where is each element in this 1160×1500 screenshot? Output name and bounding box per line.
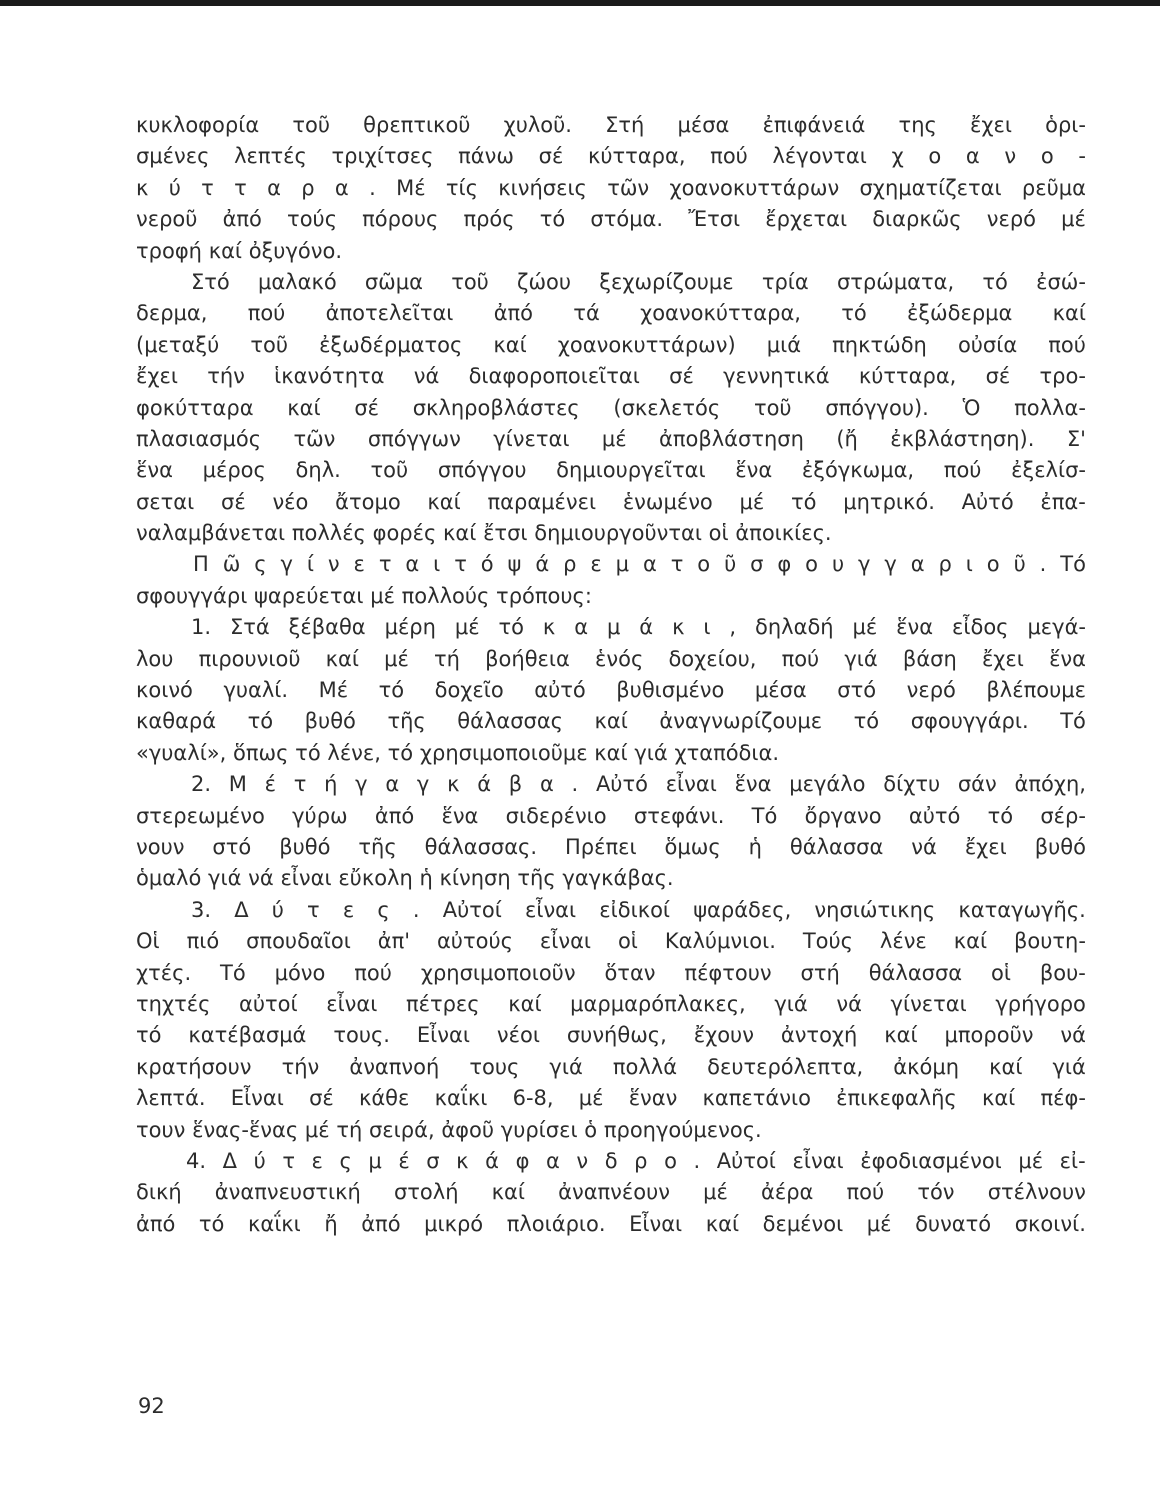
text-line: νουν στό βυθό τῆς θάλασσας. Πρέπει ὅμως ἡ θάλασσα νά ἔχει βυθό	[136, 834, 1086, 859]
text-line: ἔχει τήν ἱκανότητα νά διαφοροποιεῖται σέ γεννητικά κύτταρα, σέ τρο-	[136, 364, 1086, 389]
page-body-text	[136, 110, 1086, 1240]
text-line: Π ῶ ς γ ί ν ε τ α ι τ ό ψ ά ρ ε μ α τ ο ῦ σ φ ο υ γ γ α ρ ι ο ῦ . Τό	[193, 552, 1086, 577]
text-line: ἀπό τό καΐκι ἤ ἀπό μικρό πλοιάριο. Εἶναι καί δεμένοι μέ δυνατό σκοινί.	[136, 1211, 1086, 1236]
text-line: 1. Στά ξέβαθα μέρη μέ τό κ α μ ά κ ι , δηλαδή μέ ἕνα εἶδος μεγά-	[191, 615, 1086, 640]
text-line: ἕνα μέρος δηλ. τοῦ σπόγγου δημιουργεῖται ἕνα ἐξόγκωμα, πού ἐξελίσ-	[136, 458, 1086, 483]
text-line: Στό μαλακό σῶμα τοῦ ζώου ξεχωρίζουμε τρία στρώματα, τό ἐσώ-	[191, 269, 1086, 294]
text-line: καθαρά τό βυθό τῆς θάλασσας καί ἀναγνωρίζουμε τό σφουγγάρι. Τό	[136, 709, 1086, 734]
text-line: κυκλοφορία τοῦ θρεπτικοῦ χυλοῦ. Στή μέσα ἐπιφάνειά της ἔχει ὁρι-	[136, 113, 1086, 137]
text-line: νεροῦ ἀπό τούς πόρους πρός τό στόμα. Ἔτσι ἔρχεται διαρκῶς νερό μέ	[136, 207, 1086, 232]
text-line: λου πιρουνιοῦ καί μέ τή βοήθεια ἑνός δοχείου, πού γιά βάση ἔχει ἕνα	[136, 646, 1086, 671]
text-line: «γυαλί», ὅπως τό λένε, τό χρησιμοποιοῦμε καί γιά χταπόδια.	[136, 740, 780, 765]
text-line: χτές. Τό μόνο πού χρησιμοποιοῦν ὅταν πέφτουν στή θάλασσα οἱ βου-	[136, 960, 1086, 985]
top-scan-border	[0, 0, 1160, 6]
text-line: κρατήσουν τήν ἀναπνοή τους γιά πολλά δευτερόλεπτα, ἀκόμη καί γιά	[136, 1054, 1086, 1079]
text-line: σεται σέ νέο ἄτομο καί παραμένει ἑνωμένο μέ τό μητρικό. Αὐτό ἐπα-	[136, 489, 1086, 514]
text-line: 2. Μ έ τ ή γ α γ κ ά β α . Αὐτό εἶναι ἕνα μεγάλο δίχτυ σάν ἀπόχη,	[191, 772, 1086, 797]
page-number: 92	[138, 1394, 165, 1418]
text-line: ὁμαλό γιά νά εἶναι εὔκολη ἡ κίνηση τῆς γαγκάβας.	[136, 866, 674, 891]
text-line: δική ἀναπνευστική στολή καί ἀναπνέουν μέ ἀέρα πού τόν στέλνουν	[136, 1180, 1086, 1205]
text-line: 3. Δ ύ τ ε ς . Αὐτοί εἶναι εἰδικοί ψαράδες, νησιώτικης καταγωγῆς.	[191, 897, 1086, 922]
text-line: τηχτές αὐτοί εἶναι πέτρες καί μαρμαρόπλακες, γιά νά γίνεται γρήγορο	[136, 991, 1086, 1016]
text-line: (μεταξύ τοῦ ἐξωδέρματος καί χοανοκυττάρων) μιά πηκτώδη οὐσία πού	[136, 332, 1086, 357]
text-line: τό κατέβασμά τους. Εἶναι νέοι συνήθως, ἔχουν ἀντοχή καί μποροῦν νά	[136, 1023, 1086, 1048]
text-line: στερεωμένο γύρω ἀπό ἕνα σιδερένιο στεφάνι. Τό ὄργανο αὐτό τό σέρ-	[136, 803, 1086, 828]
text-line: κ ύ τ τ α ρ α . Μέ τίς κινήσεις τῶν χοανοκυττάρων σχηματίζεται ρεῦμα	[136, 175, 1086, 200]
text-line: σμένες λεπτές τριχίτσες πάνω σέ κύτταρα, πού λέγονται χ ο α ν ο -	[136, 144, 1086, 169]
text-line: 4. Δ ύ τ ε ς μ έ σ κ ά φ α ν δ ρ ο . Αὐτοί εἶναι ἐφοδιασμένοι μέ εἰ-	[186, 1148, 1086, 1173]
text-line: φοκύτταρα καί σέ σκληροβλάστες (σκελετός τοῦ σπόγγου). Ὁ πολλα-	[136, 395, 1086, 420]
text-line: ναλαμβάνεται πολλές φορές καί ἔτσι δημιουργοῦνται οἱ ἀποικίες.	[136, 521, 832, 546]
text-line: λεπτά. Εἶναι σέ κάθε καΐκι 6-8, μέ ἕναν καπετάνιο ἐπικεφαλῆς καί πέφ-	[136, 1086, 1086, 1111]
text-line: πλασιασμός τῶν σπόγγων γίνεται μέ ἀποβλάστηση (ἤ ἐκβλάστηση). Σ'	[136, 426, 1086, 451]
text-line: δερμα, πού ἀποτελεῖται ἀπό τά χοανοκύτταρα, τό ἐξώδερμα καί	[136, 301, 1086, 326]
text-line: τουν ἕνας-ἕνας μέ τή σειρά, ἀφοῦ γυρίσει ὁ προηγούμενος.	[136, 1117, 762, 1142]
text-line: Οἱ πιό σπουδαῖοι ἀπ' αὐτούς εἶναι οἱ Καλύμνιοι. Τούς λένε καί βουτη-	[136, 929, 1086, 954]
text-line: κοινό γυαλί. Μέ τό δοχεῖο αὐτό βυθισμένο μέσα στό νερό βλέπουμε	[136, 678, 1086, 703]
text-line: τροφή καί ὀξυγόνο.	[136, 238, 342, 263]
text-line: σφουγγάρι ψαρεύεται μέ πολλούς τρόπους:	[136, 583, 592, 608]
